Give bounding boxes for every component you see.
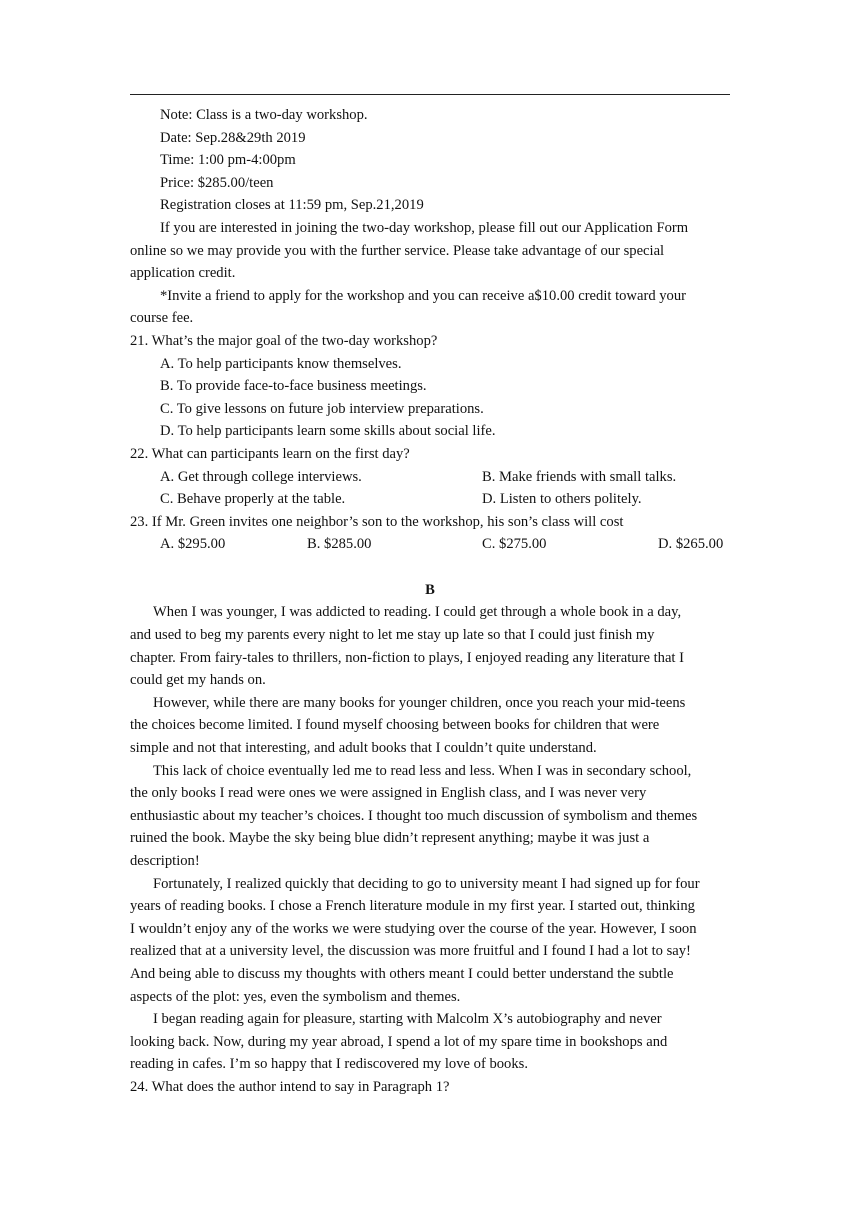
option-b: B. Make friends with small talks. (482, 468, 677, 485)
question-24-stem: 24. What does the author intend to say in Paragraph 1? (130, 1078, 450, 1095)
text-line: reading in cafes. I’m so happy that I rediscovered my love of books. (130, 1056, 528, 1073)
text-line: years of reading books. I chose a French literature module in my first year. I started out, thinking (130, 898, 695, 915)
passage-paragraph-3 (130, 760, 730, 873)
question-21 (130, 330, 730, 443)
option-a: A. Get through college interviews. (160, 468, 362, 485)
passage-paragraph-5 (130, 1008, 730, 1076)
exam-page (130, 104, 730, 1099)
text-line: Fortunately, I realized quickly that deciding to go to university meant I had signed up for four (153, 875, 700, 892)
option-a: A. $295.00 (160, 536, 226, 553)
text-line: However, while there are many books for younger children, once you reach your mid-teens (153, 694, 686, 711)
text-line: ruined the book. Maybe the sky being blue didn’t represent anything; maybe it was just a (130, 830, 650, 847)
info-price: Price: $285.00/teen (160, 174, 274, 191)
text-line: the choices become limited. I found myself choosing between books for children that were (130, 717, 660, 734)
text-line: could get my hands on. (130, 672, 266, 689)
text-line: I wouldn’t enjoy any of the works we were studying over the course of the year. However, I soon (130, 920, 697, 937)
text-line: looking back. Now, during my year abroad, I spend a lot of my spare time in bookshops and (130, 1033, 668, 1050)
question-stem: 21. What’s the major goal of the two-day workshop? (130, 332, 438, 349)
text-line: This lack of choice eventually led me to read less and less. When I was in secondary school, (153, 762, 692, 779)
passage-paragraph-2 (130, 692, 730, 760)
text-line: the only books I read were ones we were assigned in English class, and I was never very (130, 785, 647, 802)
text-line: When I was younger, I was addicted to reading. I could get through a whole book in a day, (153, 604, 682, 621)
text-line: I began reading again for pleasure, starting with Malcolm X’s autobiography and never (153, 1011, 662, 1028)
info-time: Time: 1:00 pm-4:00pm (160, 152, 296, 169)
text-line: And being able to discuss my thoughts with others meant I could better understand the subtle (130, 965, 674, 982)
option-d: D. Listen to others politely. (482, 491, 642, 508)
text-line: simple and not that interesting, and adult books that I couldn’t quite understand. (130, 740, 597, 757)
text-line: aspects of the plot: yes, even the symbolism and themes. (130, 988, 461, 1005)
text-line: course fee. (130, 310, 194, 327)
option-b: B. To provide face-to-face business meetings. (160, 378, 427, 395)
option-c: C. $275.00 (482, 536, 547, 553)
section-heading: B (425, 581, 435, 598)
text-line: If you are interested in joining the two-day workshop, please fill out our Application Form (160, 219, 689, 236)
option-d: D. $265.00 (658, 536, 724, 553)
option-d: D. To help participants learn some skills about social life. (160, 423, 496, 440)
info-note: Note: Class is a two-day workshop. (160, 107, 368, 123)
question-23 (130, 511, 730, 556)
text-line: chapter. From fairy-tales to thrillers, non-fiction to plays, I enjoyed reading any literature that I (130, 649, 684, 666)
credit-paragraph (130, 285, 730, 330)
text-line: online so we may provide you with the further service. Please take advantage of our special (130, 242, 665, 259)
info-date: Date: Sep.28&29th 2019 (160, 129, 306, 146)
option-c: C. To give lessons on future job interview preparations. (160, 400, 484, 417)
text-line: *Invite a friend to apply for the workshop and you can receive a$10.00 credit toward your (160, 287, 687, 304)
apply-paragraph (130, 217, 730, 285)
text-line: description! (130, 853, 200, 869)
option-b: B. $285.00 (307, 536, 372, 553)
text-line: enthusiastic about my teacher’s choices. I thought too much discussion of symbolism and themes (130, 807, 698, 824)
passage-paragraph-4 (130, 873, 730, 1009)
option-c: C. Behave properly at the table. (160, 491, 346, 508)
info-registration: Registration closes at 11:59 pm, Sep.21,2019 (160, 197, 424, 214)
option-row (130, 488, 730, 511)
question-stem: 22. What can participants learn on the first day? (130, 445, 410, 462)
question-22 (130, 443, 730, 511)
passage-paragraph-1 (130, 601, 730, 691)
option-row (130, 533, 730, 556)
text-line: application credit. (130, 265, 236, 282)
question-stem: 23. If Mr. Green invites one neighbor’s son to the workshop, his son’s class will cost (130, 513, 624, 530)
text-line: realized that at a university level, the discussion was more fruitful and I found I had a lot to say! (130, 943, 691, 960)
header-rule (130, 94, 730, 95)
text-line: and used to beg my parents every night to let me stay up late so that I could just finish my (130, 627, 655, 644)
option-row (130, 466, 730, 489)
option-a: A. To help participants know themselves. (160, 355, 402, 372)
